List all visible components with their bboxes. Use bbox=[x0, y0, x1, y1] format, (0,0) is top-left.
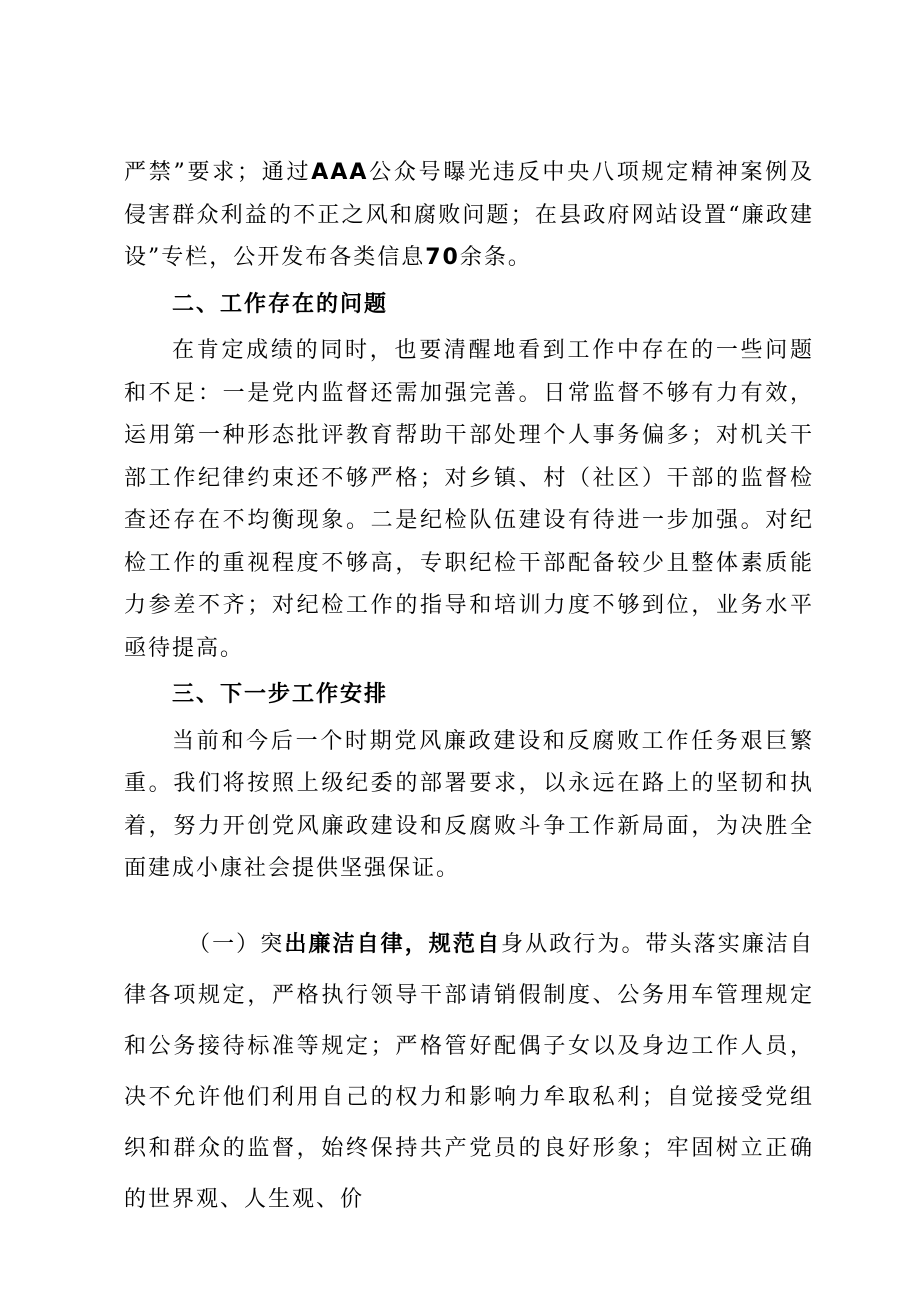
item-one-text: 身从政行为。带头落实廉洁自律各项规定，严格执行领导干部请销假制度、公务用车管理规定和公务接待标准等规定；严格管好配偶子女以及身边工作人员，决不允许他们利用自己的权力和影响力牟取私利；自觉接受党组织和群众的监督，始终保持共产党员的良好形象；牢固树立正确的世界观、人生观、价 bbox=[124, 931, 814, 1212]
section-heading-next-steps: 三、下一步工作安排 bbox=[172, 682, 389, 707]
continued-text-2: 公众号曝光违反中央八项规定精神案例及侵害群众利益的不正之风和腐败问题；在县政府网站设置“廉政建设”专栏，公开发布各类信息 bbox=[124, 160, 814, 270]
item-one-paragraph bbox=[124, 919, 814, 1225]
info-count: 70 bbox=[425, 245, 460, 270]
plan-paragraph: 当前和今后一个时期党风廉政建设和反腐败工作任务艰巨繁重。我们将按照上级纪委的部署要求，以永远在路上的坚韧和执着，努力开创党风廉政建设和反腐败斗争工作新局面，为决胜全面建成小康社会提供坚强保证。 bbox=[124, 728, 814, 881]
continued-text-1: 严禁”要求；通过 bbox=[124, 160, 312, 185]
continued-paragraph bbox=[124, 152, 814, 280]
item-one-bold: 出廉洁自律，规范自 bbox=[284, 931, 502, 957]
problems-paragraph: 在肯定成绩的同时，也要清醒地看到工作中存在的一些问题和不足：一是党内监督还需加强完善。日常监督不够有力有效，运用第一种形态批评教育帮助干部处理个人事务偏多；对机关干部工作纪律约束还不够严格；对乡镇、村（社区）干部的监督检查还存在不均衡现象。二是纪检队伍建设有待进一步加强。对纪检工作的重视程度不够高，专职纪检干部配备较少且整体素质能力参差不齐；对纪检工作的指导和培训力度不够到位，业务水平亟待提高。 bbox=[124, 338, 814, 661]
continued-text-3: 余条。 bbox=[459, 245, 532, 270]
document-page bbox=[124, 152, 814, 1225]
item-one-prefix: （一）突 bbox=[188, 931, 285, 957]
account-name: AAA bbox=[311, 160, 369, 185]
section-heading-problems: 二、工作存在的问题 bbox=[172, 291, 389, 317]
